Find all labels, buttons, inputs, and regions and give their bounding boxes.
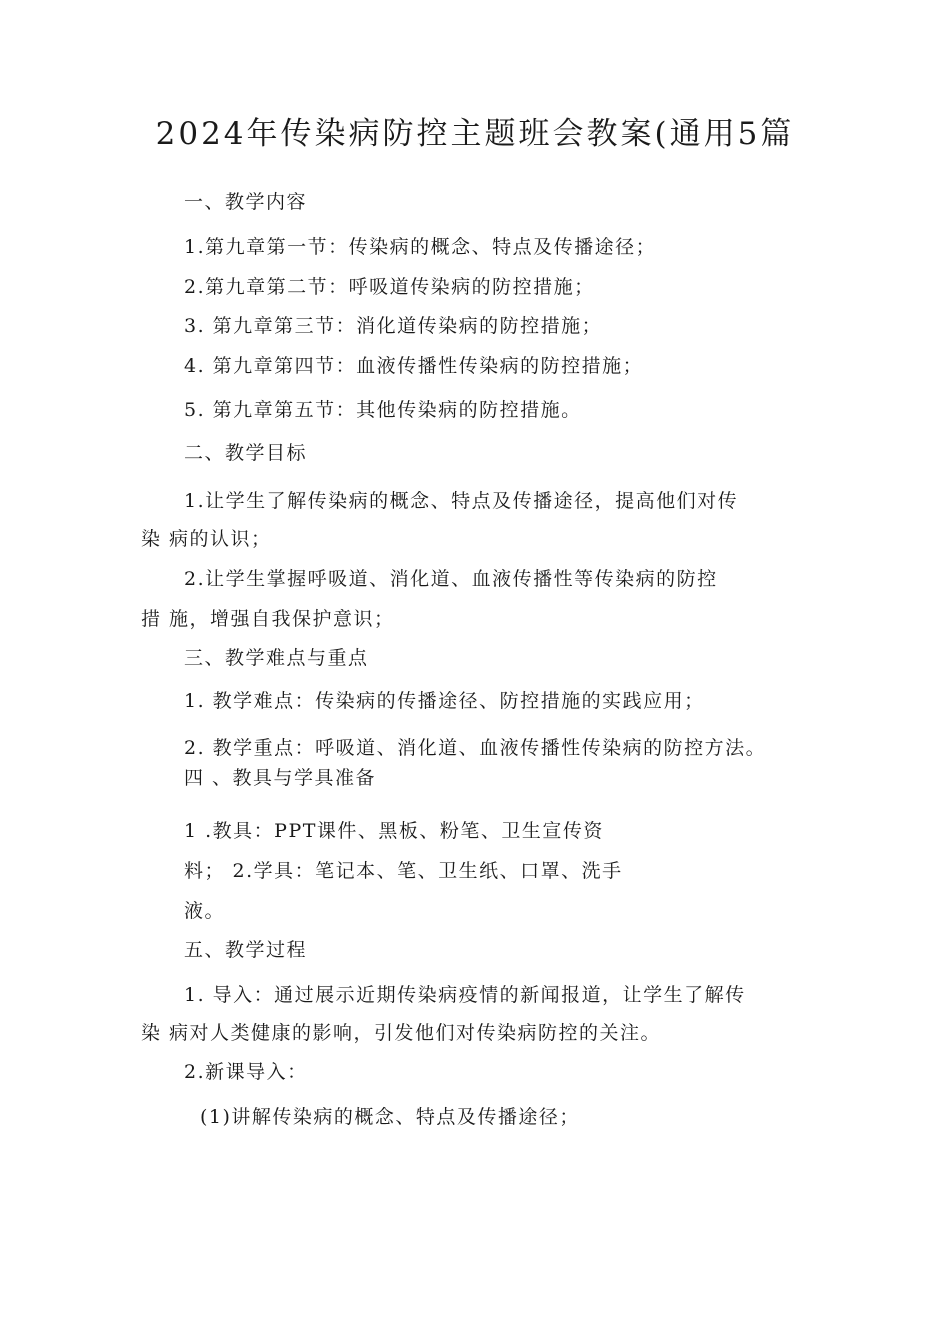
page-title: 2024年传染病防控主题班会教案(通用5篇 (155, 116, 795, 152)
materials-line-3: 液。 (184, 900, 226, 922)
section-heading-key-points: 三、教学难点与重点 (184, 647, 369, 669)
process-item-1-line-2: 染 病对人类健康的影响，引发他们对传染病防控的关注。 (141, 1022, 662, 1044)
section-heading-process: 五、教学过程 (184, 939, 308, 961)
key-point-focus: 2. 教学重点：呼吸道、消化道、血液传播性传染病的防控方法。 (184, 737, 767, 759)
goal-item-2-line-2: 措 施，增强自我保护意识； (141, 608, 395, 630)
content-item-2: 2.第九章第二节：呼吸道传染病的防控措施； (184, 276, 595, 298)
content-item-3: 3. 第九章第三节：消化道传染病的防控措施； (184, 315, 603, 337)
goal-item-1-line-1: 1.让学生了解传染病的概念、特点及传播途径，提高他们对传 (184, 490, 739, 512)
materials-line-1: 1 .教具：PPT课件、黑板、粉笔、卫生宣传资 (184, 820, 604, 842)
content-item-5: 5. 第九章第五节：其他传染病的防控措施。 (184, 399, 582, 421)
key-point-difficulty: 1. 教学难点：传染病的传播途径、防控措施的实践应用； (184, 690, 705, 712)
section-heading-content: 一、教学内容 (184, 191, 308, 213)
materials-line-2: 料； 2.学具：笔记本、笔、卫生纸、口罩、洗手 (184, 860, 623, 882)
goal-item-1-line-2: 染 病的认识； (141, 528, 272, 550)
content-item-4: 4. 第九章第四节：血液传播性传染病的防控措施； (184, 355, 644, 377)
process-item-2: 2.新课导入： (184, 1061, 308, 1083)
process-subitem-1: (1)讲解传染病的概念、特点及传播途径； (200, 1106, 580, 1128)
goal-item-2-line-1: 2.让学生掌握呼吸道、消化道、血液传播性等传染病的防控 (184, 568, 718, 590)
content-item-1: 1.第九章第一节：传染病的概念、特点及传播途径； (184, 236, 657, 258)
process-item-1-line-1: 1. 导入：通过展示近期传染病疫情的新闻报道，让学生了解传 (184, 984, 746, 1006)
section-heading-materials: 四 、教具与学具准备 (184, 767, 377, 789)
section-heading-goals: 二、教学目标 (184, 442, 308, 464)
